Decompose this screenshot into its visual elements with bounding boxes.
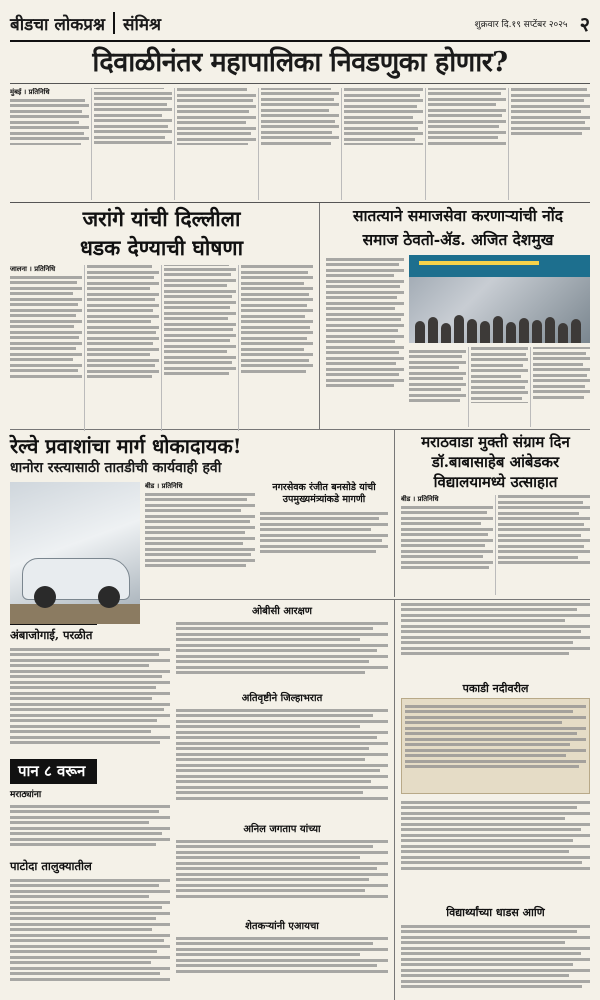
marathwada-cont-lines: [401, 603, 590, 656]
bottom-right: [395, 600, 590, 1000]
ativrushti-text: [176, 706, 388, 818]
railway-dateline: बीड । प्रतिनिधि: [145, 482, 183, 490]
deshmukh-photo-and-text: [409, 255, 590, 427]
vidyarthi-text: [401, 922, 590, 1000]
masthead-left: [10, 12, 161, 35]
bottom-left-cols: [10, 600, 388, 996]
railway-text-lines: [145, 493, 255, 568]
jump-page8-text2: [10, 876, 170, 996]
mid-column: [176, 600, 388, 996]
masthead-divider: [113, 12, 115, 34]
railway-subheadline: धानोरा रस्त्यासाठी तातडीची कार्यवाही हवी: [10, 460, 222, 476]
story-marathwada: [395, 430, 590, 597]
marathwada-headline-line3: विद्यालयामध्ये उत्साहात: [433, 473, 558, 491]
jump-column: [10, 600, 170, 996]
deshmukh-headline-line2: समाज ठेवतो-ॲड. अजित देशमुख: [362, 230, 554, 249]
shetkari-text: [176, 934, 388, 994]
bottom-left: [10, 600, 395, 1000]
deshmukh-event-photo: [409, 255, 590, 343]
marathwada-headline-line2: डॉ.बाबासाहेब आंबेडकर: [431, 453, 560, 471]
row-jarange-deshmukh: [10, 202, 590, 429]
jump-page1-text: [10, 645, 170, 753]
bottom-section: [10, 599, 590, 1000]
jarange-dateline: जालना । प्रतिनिधि: [10, 265, 56, 273]
pakadi-text: [401, 798, 590, 902]
jump-page8-headline: पाटोदा तालुक्यातील: [10, 859, 92, 873]
deshmukh-text-lines: [326, 258, 404, 388]
pakadi-lines: [405, 705, 586, 769]
shetkari-heading: शेतकऱ्यांनी एआयचा: [245, 921, 319, 932]
marathwada-dateline: बीड । प्रतिनिधि: [401, 495, 439, 503]
vidyarthi-lines: [401, 925, 590, 989]
lead-dateline: मुंबई । प्रतिनिधि: [10, 88, 50, 96]
railway-headline: रेल्वे प्रवाशांचा मार्ग धोकादायक!: [10, 434, 242, 458]
story-jarange: [10, 203, 320, 429]
jagtap-text: [176, 837, 388, 915]
deshmukh-lower-lines: [409, 347, 590, 403]
marathwada-headline-line1: मराठवाडा मुक्ती संग्राम दिन: [421, 433, 570, 451]
jagtap-lines: [176, 840, 388, 898]
jump-page8-lines2: [10, 879, 170, 981]
pakadi-heading: पकाडी नदीवरील: [462, 682, 529, 695]
vidyarthi-heading: विद्यार्थ्यांच्या धाडस आणि: [446, 906, 545, 919]
jump-page8-label: पान ८ वरून: [10, 759, 97, 784]
jump-page8-lines: [10, 805, 170, 847]
jarange-headline-line2: धडक देण्याची घोषणा: [79, 235, 244, 260]
jump-page1-headline: अंबाजोगाई, परळीत: [10, 628, 93, 642]
obc-text: [176, 619, 388, 687]
railway-side-headline: नगरसेवक रंजीत बनसोडे यांची उपमुख्यमंत्र्यांकडे मागणी: [272, 482, 376, 505]
jagtap-heading: अनिल जगताप यांच्या: [243, 824, 321, 835]
railway-text-col: [145, 482, 255, 600]
deshmukh-text-col: [326, 255, 404, 427]
paper-name: बीडचा लोकप्रश्न: [10, 14, 105, 35]
section-name: संमिश्र: [123, 14, 162, 35]
jarange-headline-line1: जरांगे यांची दिल्लीला: [82, 206, 241, 231]
lead-article-body: [10, 88, 590, 200]
deshmukh-headline-line1: सातत्याने समाजसेवा करणाऱ्यांची नोंद: [353, 206, 563, 225]
jump-page1-lines: [10, 648, 170, 745]
marathwada-continued: [401, 600, 590, 678]
railway-car-photo: [10, 482, 140, 624]
jump-page8-text: [10, 802, 170, 856]
lead-headline: दिवाळीनंतर महापालिका निवडणुका होणार?: [10, 42, 590, 84]
ativrushti-lines: [176, 709, 388, 800]
pakadi-box: [401, 698, 590, 794]
jarange-body: [10, 265, 313, 431]
shetkari-lines: [176, 937, 388, 973]
ativrushti-heading: अतिवृष्टीने जिल्हाभरात: [241, 693, 323, 704]
marathwada-body: [401, 495, 590, 595]
marathwada-text-lines: [401, 495, 590, 569]
story-deshmukh: [320, 203, 590, 429]
page-number: २: [579, 11, 590, 36]
obc-lines: [176, 622, 388, 675]
issue-date: शुक्रवार दि.१९ सप्टेंबर २०२५: [474, 19, 568, 30]
row-railway-marathwada: [10, 429, 590, 597]
masthead-right: [475, 10, 590, 37]
jump-page8-subhead: मराठ्यांना: [10, 790, 42, 800]
pakadi-text-lines: [401, 801, 590, 870]
jarange-text-lines: [10, 265, 313, 378]
deshmukh-body-area: [326, 255, 590, 427]
masthead: [10, 6, 590, 42]
railway-side-text: [260, 509, 388, 573]
lead-text-lines: [10, 88, 590, 145]
obc-heading: ओबीसी आरक्षण: [251, 606, 313, 617]
railway-side-lines: [260, 512, 388, 554]
deshmukh-text-lower: [409, 347, 590, 427]
story-railway: [10, 430, 395, 597]
